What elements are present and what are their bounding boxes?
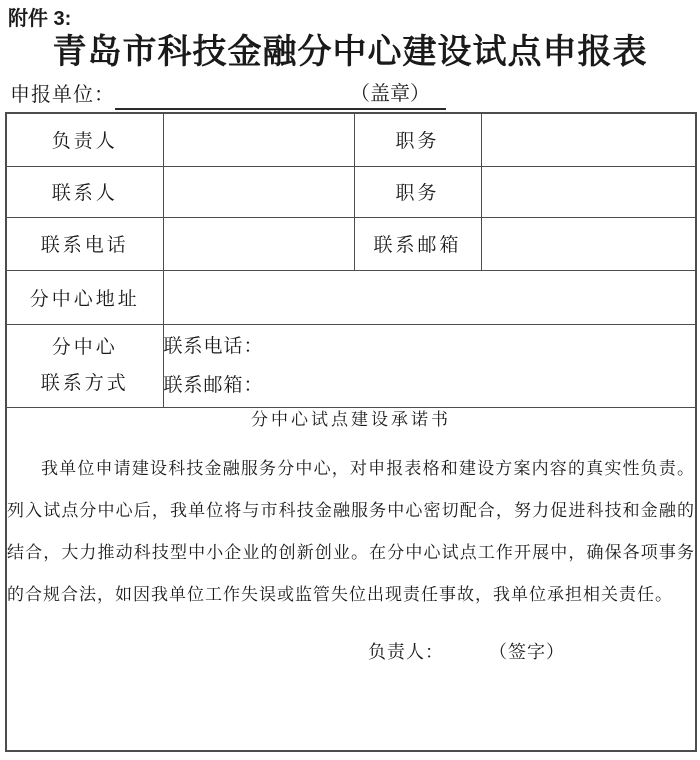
commitment-paragraph: 我单位申请建设科技金融服务分中心，对申报表格和建设方案内容的真实性负责。列入试点分中心后，我单位将与市科技金融服务中心密切配合，努力促进科技和金融的结合，大力推动科技型中小企业的创新创业。在分中心试点工作开展中，确保各项事务的合规合法，如因我单位工作失误或监管失位出现责任事故，我单位承担相关责任。 [7,458,695,604]
responsible-person-title-label: 职务 [354,113,481,166]
applicant-line [10,80,700,110]
responsible-person-value-cell[interactable] [163,113,354,166]
subcenter-address-value-cell[interactable] [163,270,696,324]
subcenter-email-label: 联系邮箱： [163,374,264,396]
seal-note: （盖章） [350,83,430,105]
contact-person-label: 联系人 [6,166,163,217]
attachment-label: 附件 3: [8,8,72,30]
applicant-unit-label: 申报单位： [10,84,115,106]
application-form-page [0,6,700,760]
subcenter-contact-label-line1: 分中心 [51,336,118,358]
page-title: 青岛市科技金融分中心建设试点申报表 [52,33,648,71]
table-row-responsible-person [6,113,696,166]
signature-row [7,638,695,664]
responsible-person-title-value-cell[interactable] [481,113,696,166]
application-form-table [5,112,697,752]
subcenter-email-line[interactable] [164,366,696,405]
table-row-subcenter-address [6,270,696,324]
applicant-unit-blank-field[interactable] [115,80,446,110]
table-row-subcenter-contact [6,324,696,407]
subcenter-address-label: 分中心地址 [6,270,163,324]
signature-note: （签字） [498,641,565,662]
table-row-commitment [6,407,696,751]
subcenter-phone-line[interactable] [164,327,696,366]
contact-phone-label: 联系电话 [6,217,163,270]
commitment-cell [6,407,696,751]
contact-person-value-cell[interactable] [163,166,354,217]
subcenter-contact-label [6,324,163,407]
responsible-person-label: 负责人 [6,113,163,166]
signer-label: 负责人： [368,641,444,662]
contact-person-title-value-cell[interactable] [481,166,696,217]
subcenter-phone-label: 联系电话： [163,335,264,357]
subcenter-contact-value-cell [163,324,696,407]
contact-email-label: 联系邮箱 [354,217,481,270]
table-row-contact-person [6,166,696,217]
contact-person-title-label: 职务 [354,166,481,217]
table-row-phone-email [6,217,696,270]
contact-phone-value-cell[interactable] [163,217,354,270]
subcenter-contact-label-line2: 联系方式 [40,372,129,394]
contact-email-value-cell[interactable] [481,217,696,270]
commitment-title: 分中心试点建设承诺书 [251,409,451,429]
